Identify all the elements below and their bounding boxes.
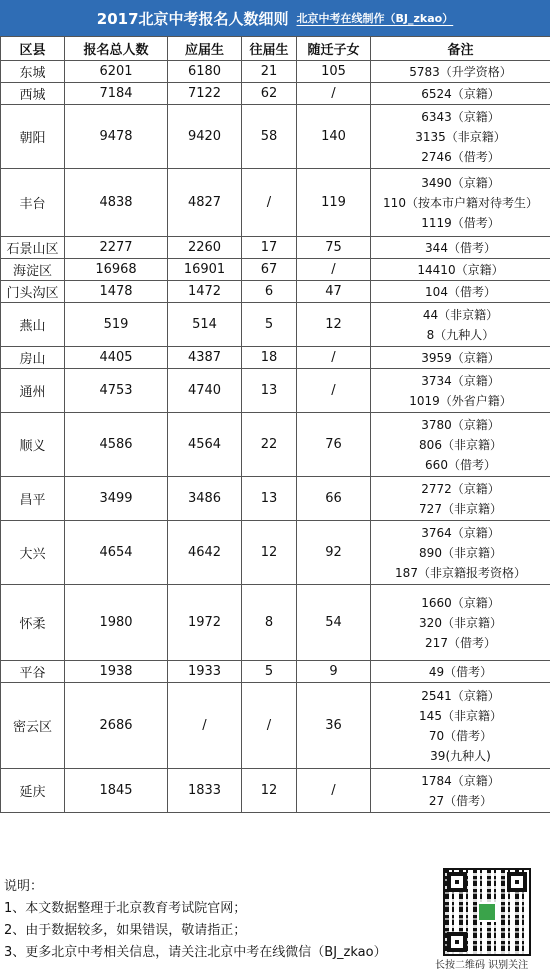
table-row xyxy=(1,61,550,83)
fresh-cell: 4740 xyxy=(168,369,242,413)
note-line: 320（非京籍） xyxy=(371,613,550,633)
migrant-cell: 76 xyxy=(297,413,371,477)
fresh-cell: 1472 xyxy=(168,281,242,303)
note-line: 14410（京籍） xyxy=(371,260,550,280)
district-cell: 密云区 xyxy=(1,683,65,769)
total-cell: 2277 xyxy=(65,237,168,259)
fresh-cell: 1833 xyxy=(168,769,242,813)
migrant-cell: 75 xyxy=(297,237,371,259)
note-line: 217（借考） xyxy=(371,633,550,653)
note-line: 49（借考） xyxy=(371,662,550,682)
note-line: 3734（京籍） xyxy=(371,371,550,391)
district-cell: 朝阳 xyxy=(1,105,65,169)
district-cell: 大兴 xyxy=(1,521,65,585)
note-line: 6343（京籍） xyxy=(371,107,550,127)
header-notes: 备注 xyxy=(371,37,550,61)
fresh-cell: 9420 xyxy=(168,105,242,169)
header-repeat: 往届生 xyxy=(242,37,297,61)
note-line: 8（九种人） xyxy=(371,325,550,345)
notes-cell xyxy=(371,413,550,477)
migrant-cell: 36 xyxy=(297,683,371,769)
notes-cell xyxy=(371,661,550,683)
total-cell: 519 xyxy=(65,303,168,347)
migrant-cell: / xyxy=(297,769,371,813)
migrant-cell: 9 xyxy=(297,661,371,683)
table-title-bar xyxy=(0,0,550,36)
migrant-cell: / xyxy=(297,369,371,413)
total-cell: 1478 xyxy=(65,281,168,303)
total-cell: 4586 xyxy=(65,413,168,477)
note-line: 110（按本市户籍对待考生） xyxy=(371,193,550,213)
notes-cell xyxy=(371,303,550,347)
note-line: 187（非京籍报考资格） xyxy=(371,563,550,583)
migrant-cell: / xyxy=(297,83,371,105)
district-cell: 怀柔 xyxy=(1,585,65,661)
header-total: 报名总人数 xyxy=(65,37,168,61)
district-cell: 海淀区 xyxy=(1,259,65,281)
total-cell: 4838 xyxy=(65,169,168,237)
enrollment-table xyxy=(0,36,550,813)
fresh-cell: 2260 xyxy=(168,237,242,259)
note-line: 104（借考） xyxy=(371,282,550,302)
repeat-cell: 5 xyxy=(242,661,297,683)
note-line: 890（非京籍） xyxy=(371,543,550,563)
district-cell: 顺义 xyxy=(1,413,65,477)
note-line: 3780（京籍） xyxy=(371,415,550,435)
notes-cell xyxy=(371,521,550,585)
repeat-cell: 62 xyxy=(242,83,297,105)
migrant-cell: 140 xyxy=(297,105,371,169)
table-row xyxy=(1,347,550,369)
repeat-cell: 5 xyxy=(242,303,297,347)
district-cell: 门头沟区 xyxy=(1,281,65,303)
notes-cell xyxy=(371,769,550,813)
qr-finder-mark xyxy=(447,932,467,952)
district-cell: 平谷 xyxy=(1,661,65,683)
header-migrant: 随迁子女 xyxy=(297,37,371,61)
migrant-cell: / xyxy=(297,347,371,369)
fresh-cell: 6180 xyxy=(168,61,242,83)
table-row xyxy=(1,259,550,281)
total-cell: 1980 xyxy=(65,585,168,661)
migrant-cell: 92 xyxy=(297,521,371,585)
repeat-cell: 12 xyxy=(242,521,297,585)
notes-cell xyxy=(371,477,550,521)
note-line: 660（借考） xyxy=(371,455,550,475)
table-row xyxy=(1,769,550,813)
note-line: 1784（京籍） xyxy=(371,771,550,791)
table-row xyxy=(1,477,550,521)
fresh-cell: 1972 xyxy=(168,585,242,661)
table-subtitle: 北京中考在线制作（BJ_zkao） xyxy=(297,10,454,26)
notes-cell xyxy=(371,83,550,105)
table-row xyxy=(1,683,550,769)
wechat-logo-icon xyxy=(477,902,497,922)
fresh-cell: 4387 xyxy=(168,347,242,369)
table-row xyxy=(1,281,550,303)
total-cell: 16968 xyxy=(65,259,168,281)
district-cell: 丰台 xyxy=(1,169,65,237)
district-cell: 石景山区 xyxy=(1,237,65,259)
note-line: 1660（京籍） xyxy=(371,593,550,613)
fresh-cell: 4564 xyxy=(168,413,242,477)
table-title: 2017北京中考报名人数细则 xyxy=(97,8,289,29)
table-row xyxy=(1,661,550,683)
note-line: 5783（升学资格） xyxy=(371,62,550,82)
repeat-cell: 67 xyxy=(242,259,297,281)
repeat-cell: 6 xyxy=(242,281,297,303)
total-cell: 4405 xyxy=(65,347,168,369)
header-district: 区县 xyxy=(1,37,65,61)
notes-cell xyxy=(371,585,550,661)
district-cell: 东城 xyxy=(1,61,65,83)
notes-cell xyxy=(371,237,550,259)
repeat-cell: 17 xyxy=(242,237,297,259)
note-line: 3764（京籍） xyxy=(371,523,550,543)
footer-heading: 说明： xyxy=(4,876,387,898)
district-cell: 延庆 xyxy=(1,769,65,813)
fresh-cell: 3486 xyxy=(168,477,242,521)
repeat-cell: / xyxy=(242,169,297,237)
notes-cell xyxy=(371,369,550,413)
repeat-cell: 58 xyxy=(242,105,297,169)
notes-cell xyxy=(371,281,550,303)
fresh-cell: 1933 xyxy=(168,661,242,683)
district-cell: 西城 xyxy=(1,83,65,105)
note-line: 2772（京籍） xyxy=(371,479,550,499)
notes-cell xyxy=(371,347,550,369)
total-cell: 3499 xyxy=(65,477,168,521)
footer-line: 3、更多北京中考相关信息，请关注北京中考在线微信（BJ_zkao） xyxy=(4,942,387,964)
footer-notes xyxy=(4,876,387,964)
table-row xyxy=(1,413,550,477)
total-cell: 1938 xyxy=(65,661,168,683)
migrant-cell: / xyxy=(297,259,371,281)
table-row xyxy=(1,521,550,585)
note-line: 70（借考） xyxy=(371,726,550,746)
total-cell: 4753 xyxy=(65,369,168,413)
repeat-cell: 18 xyxy=(242,347,297,369)
table-row xyxy=(1,105,550,169)
repeat-cell: / xyxy=(242,683,297,769)
footer xyxy=(0,860,550,969)
district-cell: 通州 xyxy=(1,369,65,413)
repeat-cell: 8 xyxy=(242,585,297,661)
note-line: 344（借考） xyxy=(371,238,550,258)
note-line: 145（非京籍） xyxy=(371,706,550,726)
qr-finder-mark xyxy=(447,872,467,892)
migrant-cell: 66 xyxy=(297,477,371,521)
note-line: 44（非京籍） xyxy=(371,305,550,325)
fresh-cell: 7122 xyxy=(168,83,242,105)
table-row xyxy=(1,237,550,259)
note-line: 727（非京籍） xyxy=(371,499,550,519)
notes-cell xyxy=(371,61,550,83)
note-line: 39(九种人) xyxy=(371,746,550,766)
district-cell: 房山 xyxy=(1,347,65,369)
table-body xyxy=(1,61,550,813)
notes-cell xyxy=(371,683,550,769)
total-cell: 2686 xyxy=(65,683,168,769)
district-cell: 燕山 xyxy=(1,303,65,347)
total-cell: 4654 xyxy=(65,521,168,585)
district-cell: 昌平 xyxy=(1,477,65,521)
migrant-cell: 54 xyxy=(297,585,371,661)
note-line: 3135（非京籍） xyxy=(371,127,550,147)
table-row xyxy=(1,169,550,237)
table-row xyxy=(1,83,550,105)
note-line: 27（借考） xyxy=(371,791,550,811)
total-cell: 6201 xyxy=(65,61,168,83)
repeat-cell: 22 xyxy=(242,413,297,477)
header-fresh: 应届生 xyxy=(168,37,242,61)
qr-code[interactable] xyxy=(443,868,531,956)
note-line: 3490（京籍） xyxy=(371,173,550,193)
fresh-cell: 4827 xyxy=(168,169,242,237)
migrant-cell: 12 xyxy=(297,303,371,347)
fresh-cell: / xyxy=(168,683,242,769)
fresh-cell: 16901 xyxy=(168,259,242,281)
qr-finder-mark xyxy=(507,872,527,892)
table-row xyxy=(1,303,550,347)
table-row xyxy=(1,369,550,413)
total-cell: 1845 xyxy=(65,769,168,813)
notes-cell xyxy=(371,105,550,169)
migrant-cell: 105 xyxy=(297,61,371,83)
note-line: 3959（京籍） xyxy=(371,348,550,368)
note-line: 2541（京籍） xyxy=(371,686,550,706)
footer-line: 1、本文数据整理于北京教育考试院官网； xyxy=(4,898,387,920)
table-header-row xyxy=(1,37,550,61)
note-line: 2746（借考） xyxy=(371,147,550,167)
fresh-cell: 4642 xyxy=(168,521,242,585)
total-cell: 7184 xyxy=(65,83,168,105)
repeat-cell: 21 xyxy=(242,61,297,83)
note-line: 1119（借考） xyxy=(371,213,550,233)
migrant-cell: 119 xyxy=(297,169,371,237)
note-line: 806（非京籍） xyxy=(371,435,550,455)
repeat-cell: 13 xyxy=(242,369,297,413)
footer-line: 2、由于数据较多，如果错误，敬请指正； xyxy=(4,920,387,942)
notes-cell xyxy=(371,259,550,281)
repeat-cell: 13 xyxy=(242,477,297,521)
notes-cell xyxy=(371,169,550,237)
table-row xyxy=(1,585,550,661)
total-cell: 9478 xyxy=(65,105,168,169)
note-line: 1019（外省户籍） xyxy=(371,391,550,411)
repeat-cell: 12 xyxy=(242,769,297,813)
migrant-cell: 47 xyxy=(297,281,371,303)
qr-caption: 长按二维码 识别关注 xyxy=(435,956,528,971)
note-line: 6524（京籍） xyxy=(371,84,550,104)
fresh-cell: 514 xyxy=(168,303,242,347)
